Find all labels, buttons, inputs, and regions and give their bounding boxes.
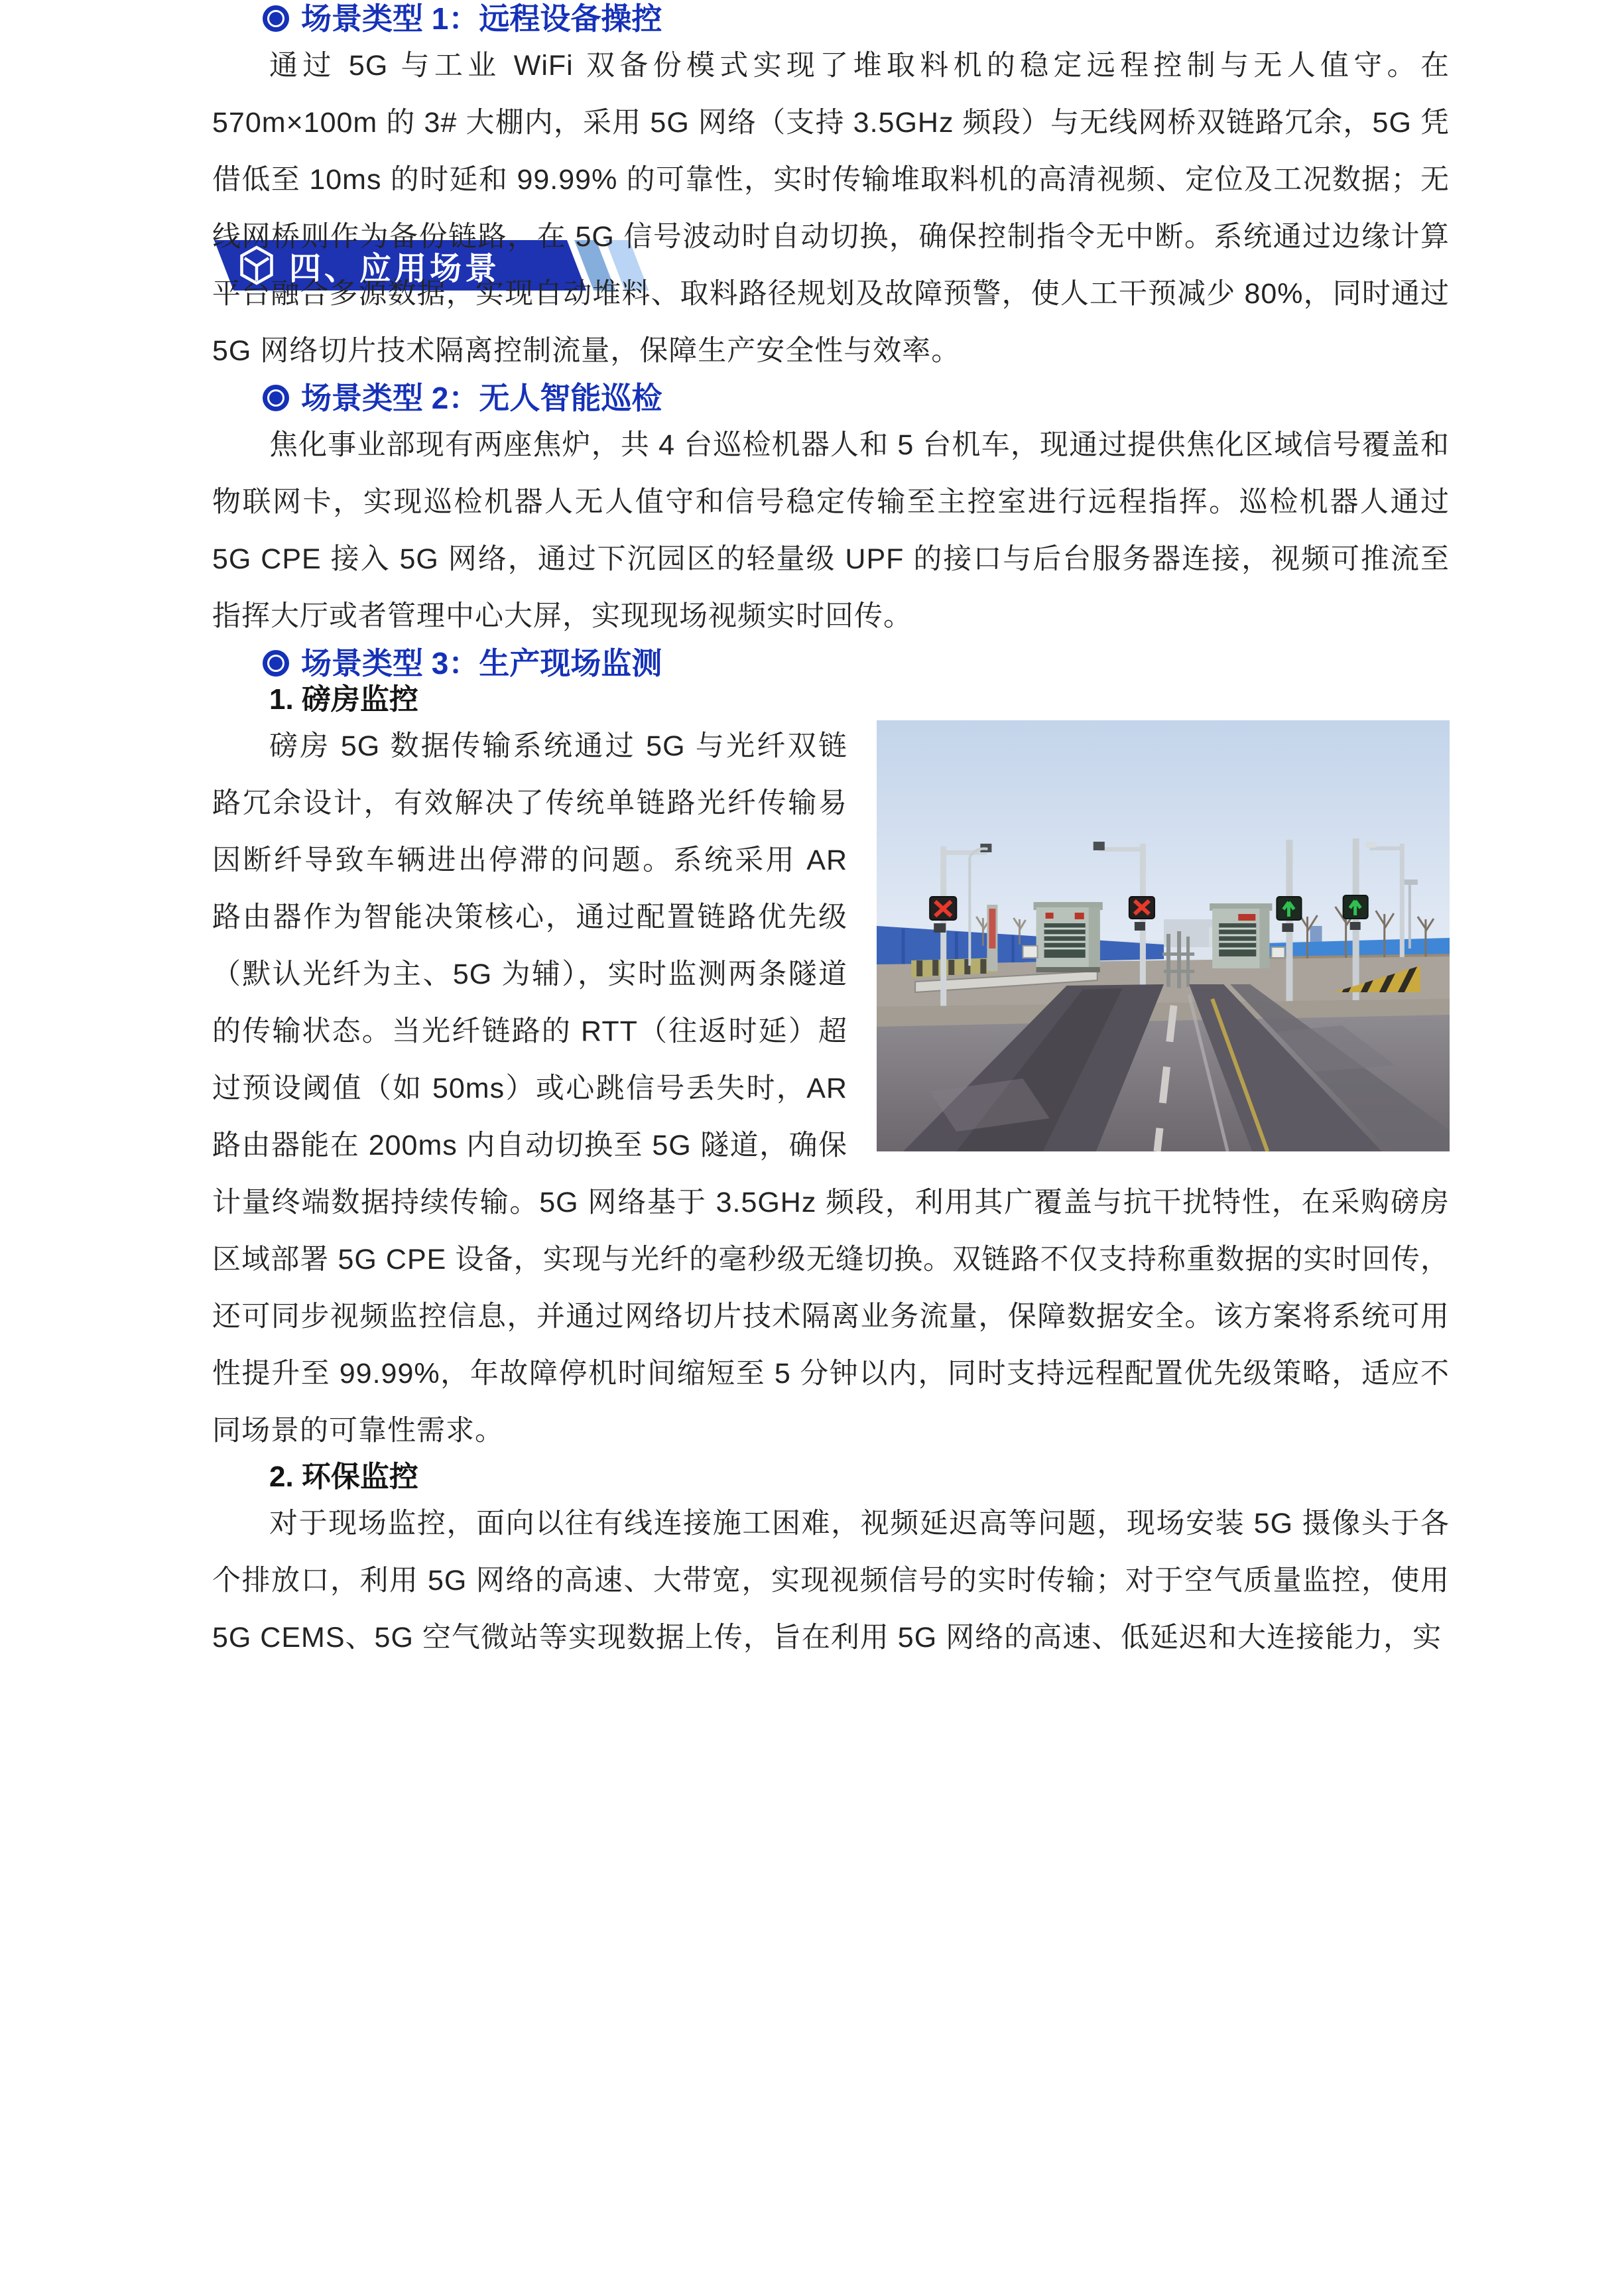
target-circle-icon xyxy=(263,385,289,411)
section-heading-1-label: 场景类型 1：远程设备操控 xyxy=(301,1,662,36)
section-heading-2-label: 场景类型 2：无人智能巡检 xyxy=(301,381,662,415)
section-heading-3-label: 场景类型 3：生产现场监测 xyxy=(301,646,662,681)
section-heading-1 xyxy=(212,0,1450,37)
paragraph-unmanned-inspection: 焦化事业部现有两座焦炉，共 4 台巡检机器人和 5 台机车，现通过提供焦化区域信号覆盖和物联网卡，实现巡检机器人无人值守和信号稳定传输至主控室进行远程指挥。巡检机器人通过 5G CPE 接入 5G 网络，通过下沉园区的轻量级 UPF 的接口与后台服务器连接，视频可推流至指挥大厅或者管理中心大屏，实现现场视频实时回传。 xyxy=(212,429,1450,632)
paragraph-environment: 对于现场监控，面向以往有线连接施工困难，视频延迟高等问题，现场安装 5G 摄像头于各个排放口，利用 5G 网络的高速、大带宽，实现视频信号的实时传输；对于空气质量监控，使用 5G CEMS、5G 空气微站等实现数据上传，旨在利用 5G 网络的高速、低延迟和大连接能力，实 xyxy=(212,1508,1450,1654)
weighbridge-entrance-photo xyxy=(877,720,1450,1151)
paragraph-weighbridge-text: 磅房 5G 数据传输系统通过 5G 与光纤双链路冗余设计，有效解决了传统单链路光纤传输易因断纤导致车辆进出停滞的问题。系统采用 AR 路由器作为智能决策核心，通过配置链路优先级（默认光纤为主、5G 为辅），实时监测两条隧道的传输状态。当光纤链路的 RTT（往返时延）超过预设阈值（如 50ms）或心跳信号丢失时，AR 路由器能在 200ms 内自动切换至 5G 隧道，确保计量终端数据持续传输。5G 网络基于 3.5GHz 频段，利用其广覆盖与抗干扰特性，在采购磅房区域部署 5G CPE 设备，实现与光纤的毫秒级无缝切换。双链路不仅支持称重数据的实时回传，还可同步视频监控信息，并通过网络切片技术隔离业务流量，保障数据安全。该方案将系统可用性提升至 99.99%，年故障停机时间缩短至 5 分钟以内，同时支持远程配置优先级策略，适应不同场景的可靠性需求。 xyxy=(212,730,1450,1447)
subsection-title-weighbridge: 1. 磅房监控 xyxy=(269,683,418,716)
target-circle-icon xyxy=(263,5,289,32)
paragraph-weighbridge xyxy=(212,718,1450,1459)
banner-title: 四、应用场景 xyxy=(289,249,501,287)
paragraph-remote-control: 通过 5G 与工业 WiFi 双备份模式实现了堆取料机的稳定远程控制与无人值守。在 570m×100m 的 3# 大棚内，采用 5G 网络（支持 3.5GHz 频段）与无线网桥双链路冗余，5G 凭借低至 10ms 的时延和 99.99% 的可靠性，实时传输堆取料机的高清视频、定位及工况数据；无线网桥则作为备份链路，在 5G 信号波动时自动切换，确保控制指令无中断。系统通过边缘计算平台融合多源数据，实现自动堆料、取料路径规划及故障预警，使人工干预减少 80%，同时通过 5G 网络切片技术隔离控制流量，保障生产安全性与效率。 xyxy=(212,50,1450,367)
target-circle-icon xyxy=(263,650,289,677)
section-heading-2 xyxy=(212,379,1450,417)
section-heading-3 xyxy=(212,645,1450,682)
subsection-title-environment: 2. 环保监控 xyxy=(269,1461,418,1493)
hexagon-y-box-icon xyxy=(239,245,275,285)
